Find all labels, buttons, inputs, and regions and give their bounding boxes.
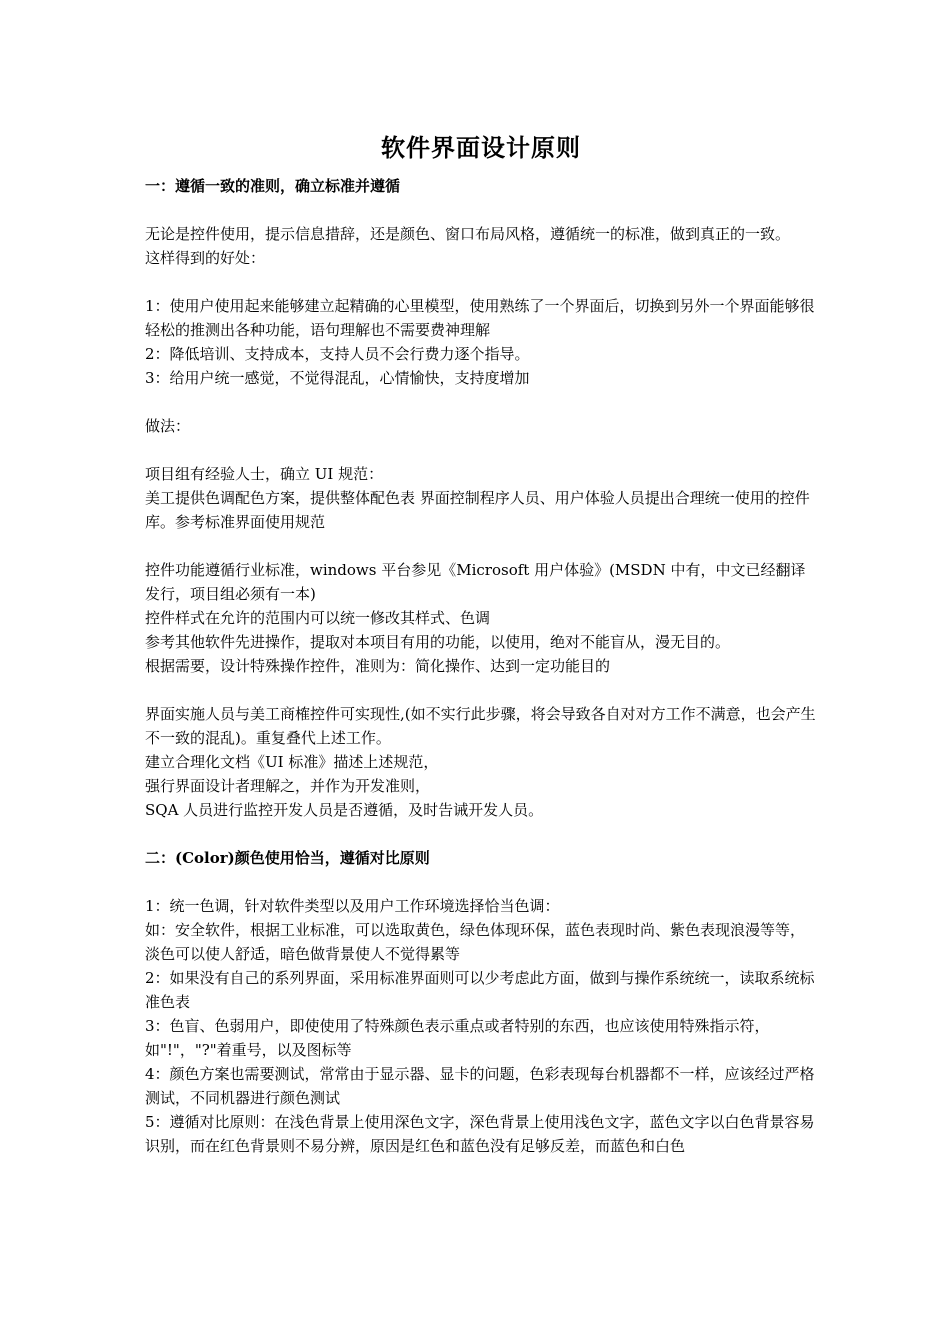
section-2-heading: 二：(Color)颜色使用恰当，遵循对比原则 [145,849,430,867]
method-line: 参考其他软件先进操作，提取对本项目有用的功能，以使用，绝对不能盲从，漫无目的。 [145,633,731,651]
benefit-item-3: 3：给用户统一感觉，不觉得混乱，心情愉快，支持度增加 [145,369,530,387]
method-line: 美工提供色调配色方案，提供整体配色表 界面控制程序人员、用户体验人员提出合理统一使用的控件库。参考标准界面使用规范 [145,489,810,531]
document-title: 软件界面设计原则 [381,133,581,162]
method-line: SQA 人员进行监控开发人员是否遵循，及时告诫开发人员。 [145,801,544,819]
spacer [145,270,817,294]
color-rule-item: 2：如果没有自己的系列界面，采用标准界面则可以少考虑此方面，做到与操作系统统一，读取系统标准色表 [145,969,815,1011]
color-rule-item: 3：色盲、色弱用户，即使使用了特殊颜色表示重点或者特别的东西，也应该使用特殊指示符，如"!"，"?"着重号，以及图标等 [145,1017,770,1059]
spacer [145,678,817,702]
color-rule-item: 5：遵循对比原则：在浅色背景上使用深色文字，深色背景上使用浅色文字，蓝色文字以白色背景容易识别，而在红色背景则不易分辨，原因是红色和蓝色没有足够反差，而蓝色和白色 [145,1113,815,1155]
section-1-intro: 无论是控件使用，提示信息措辞，还是颜色、窗口布局风格，遵循统一的标准，做到真正的一致。 [145,225,791,243]
spacer [145,534,817,558]
spacer [145,822,817,846]
method-line: 根据需要，设计特殊操作控件，准则为：简化操作、达到一定功能目的 [145,657,611,675]
spacer [145,198,817,222]
method-label: 做法： [145,417,191,435]
spacer [145,438,817,462]
spacer [145,870,817,894]
method-line: 项目组有经验人士，确立 UI 规范： [145,465,384,483]
method-line: 控件功能遵循行业标准，windows 平台参见《Microsoft 用户体验》(MSDN 中有，中文已经翻译发行，项目组必须有一本) [145,561,806,603]
method-line: 强行界面设计者理解之，并作为开发准则， [145,777,431,795]
benefit-item-1: 1：使用户使用起来能够建立起精确的心里模型，使用熟练了一个界面后，切换到另外一个界面能够很轻松的推测出各种功能，语句理解也不需要费神理解 [145,297,815,339]
document-page [145,128,817,1158]
color-rule-item: 如：安全软件，根据工业标准，可以选取黄色，绿色体现环保，蓝色表现时尚、紫色表现浪漫等等，淡色可以使人舒适，暗色做背景使人不觉得累等 [145,921,806,963]
benefit-item-2: 2：降低培训、支持成本，支持人员不会行费力逐个指导。 [145,345,530,363]
method-line: 控件样式在允许的范围内可以统一修改其样式、色调 [145,609,491,627]
method-line: 建立合理化文档《UI 标准》描述上述规范， [145,753,439,771]
section-1-heading: 一：遵循一致的准则，确立标准并遵循 [145,177,401,195]
color-rule-item: 4：颜色方案也需要测试，常常由于显示器、显卡的问题，色彩表现每台机器都不一样，应该经过严格测试，不同机器进行颜色测试 [145,1065,815,1107]
method-line: 界面实施人员与美工商榷控件可实现性,(如不实行此步骤，将会导致各自对对方工作不满意，也会产生不一致的混乱)。重复叠代上述工作。 [145,705,816,747]
benefits-label: 这样得到的好处： [145,249,266,267]
color-rule-item: 1：统一色调，针对软件类型以及用户工作环境选择恰当色调： [145,897,560,915]
spacer [145,390,817,414]
